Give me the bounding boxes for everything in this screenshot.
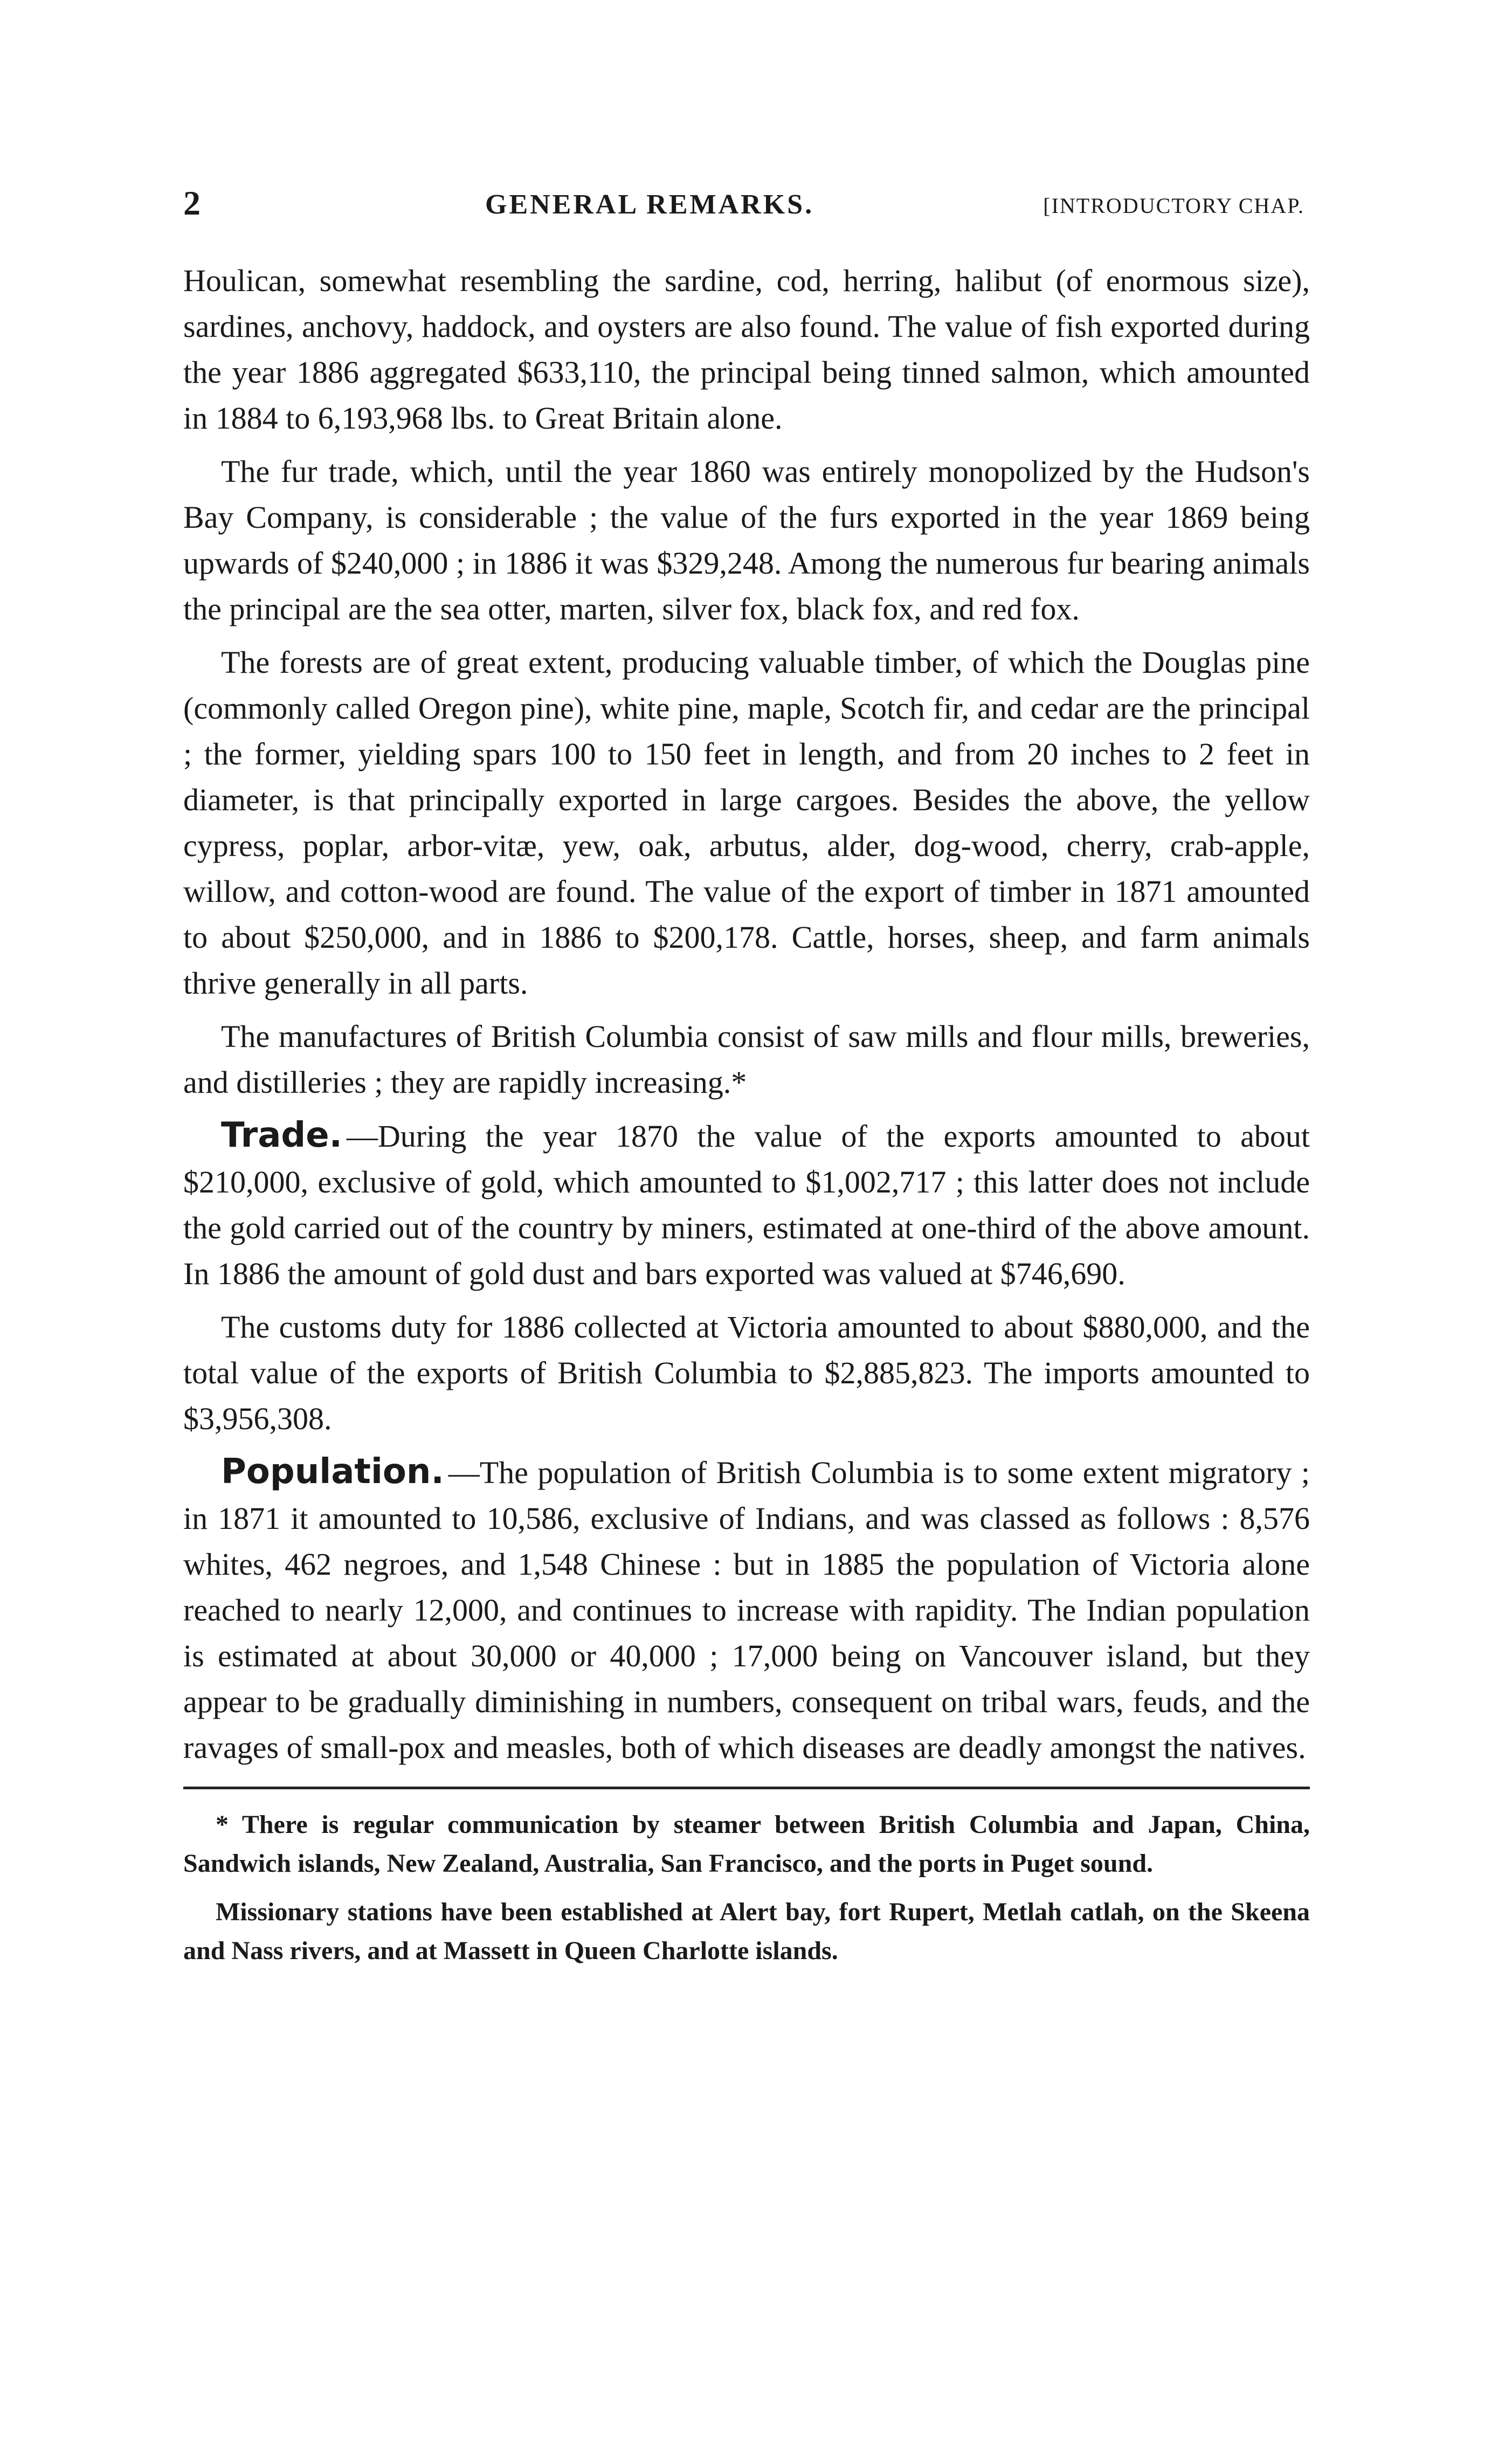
footnote-missions: Missionary stations have been established at Alert bay, fort Rupert, Metlah catlah, on the Skeena and Nass rivers, and at Massett in Queen Charlotte islands. — [183, 1898, 1310, 1965]
paragraph-fur-trade: The fur trade, which, until the year 1860 was entirely monopolized by the Hudson's Bay Company, is considerable ; the value of the furs exported in the year 1869 being upwards of $240,000 ; in 1886 it was $329,248. Among the numerous fur bearing animals the principal are the sea otter, marten, silver fox, black fox, and red fox. — [183, 454, 1310, 626]
paragraph-fisheries: Houlican, somewhat resembling the sardine, cod, herring, halibut (of enormous size), sardines, anchovy, haddock, and oysters are also found. The value of fish exported during the year 1886 aggregated $633,110, the principal being tinned salmon, which amounted in 1884 to 6,193,968 lbs. to Great Britain alone. — [183, 263, 1310, 436]
book-page — [183, 183, 1310, 1980]
chapter-label: [INTRODUCTORY CHAP. — [1043, 194, 1304, 218]
paragraph-forests: The forests are of great extent, producing valuable timber, of which the Douglas pine (commonly called Oregon pine), white pine, maple, Scotch fir, and cedar are the principal ; the former, yielding spars 100 to 150 feet in length, and from 20 inches to 2 feet in diameter, is that principally exported in large cargoes. Besides the above, the yellow cypress, poplar, arbor-vitæ, yew, oak, arbutus, alder, dog-wood, cherry, crab-apple, willow, and cotton-wood are found. The value of the export of timber in 1871 amounted to about $250,000, and in 1886 to $200,178. Cattle, horses, sheep, and farm animals thrive generally in all parts. — [183, 645, 1310, 1001]
section-heading-population: Population. — [221, 1452, 444, 1492]
footnote-divider — [183, 1787, 1310, 1789]
trade-text: —During the year 1870 the value of the exports amounted to about $210,000, exclusive of gold, which amounted to $1,002,717 ; this latter does not include the gold carried out of the country by miners, estimated at one-third of the above amount. In 1886 the amount of gold dust and bars exported was valued at $746,690. — [183, 1119, 1310, 1291]
paragraph-customs: The customs duty for 1886 collected at Victoria amounted to about $880,000, and the total value of the exports of British Columbia to $2,885,823. The imports amounted to $3,956,308. — [183, 1309, 1310, 1436]
paragraph-manufactures: The manufactures of British Columbia consist of saw mills and flour mills, breweries, and distilleries ; they are rapidly increasing.* — [183, 1019, 1310, 1100]
section-population — [183, 1449, 1310, 1770]
footnotes — [183, 1805, 1310, 1970]
section-trade — [183, 1113, 1310, 1297]
population-text: —The population of British Columbia is to some extent migratory ; in 1871 it amounted to 10,586, exclusive of Indians, and was classed as follows : 8,576 whites, 462 negroes, and 1,548 Chinese : but in 1885 the population of Victoria alone reached to nearly 12,000, and continues to increase with rapidity. The Indian population is estimated at about 30,000 or 40,000 ; 17,000 being on Vancouver island, but they appear to be gradually diminishing in numbers, consequent on tribal wars, feuds, and the ravages of small-pox and measles, both of which diseases are deadly amongst the natives. — [183, 1455, 1310, 1765]
running-header — [183, 183, 1310, 232]
section-heading-trade: Trade. — [221, 1115, 342, 1155]
running-title: GENERAL REMARKS. — [485, 189, 814, 220]
page-number: 2 — [183, 184, 201, 222]
body-text — [183, 258, 1310, 1770]
footnote-steamers: * There is regular communication by steamer between British Columbia and Japan, China, Sandwich islands, New Zealand, Australia, San Francisco, and the ports in Puget sound. — [183, 1810, 1310, 1878]
